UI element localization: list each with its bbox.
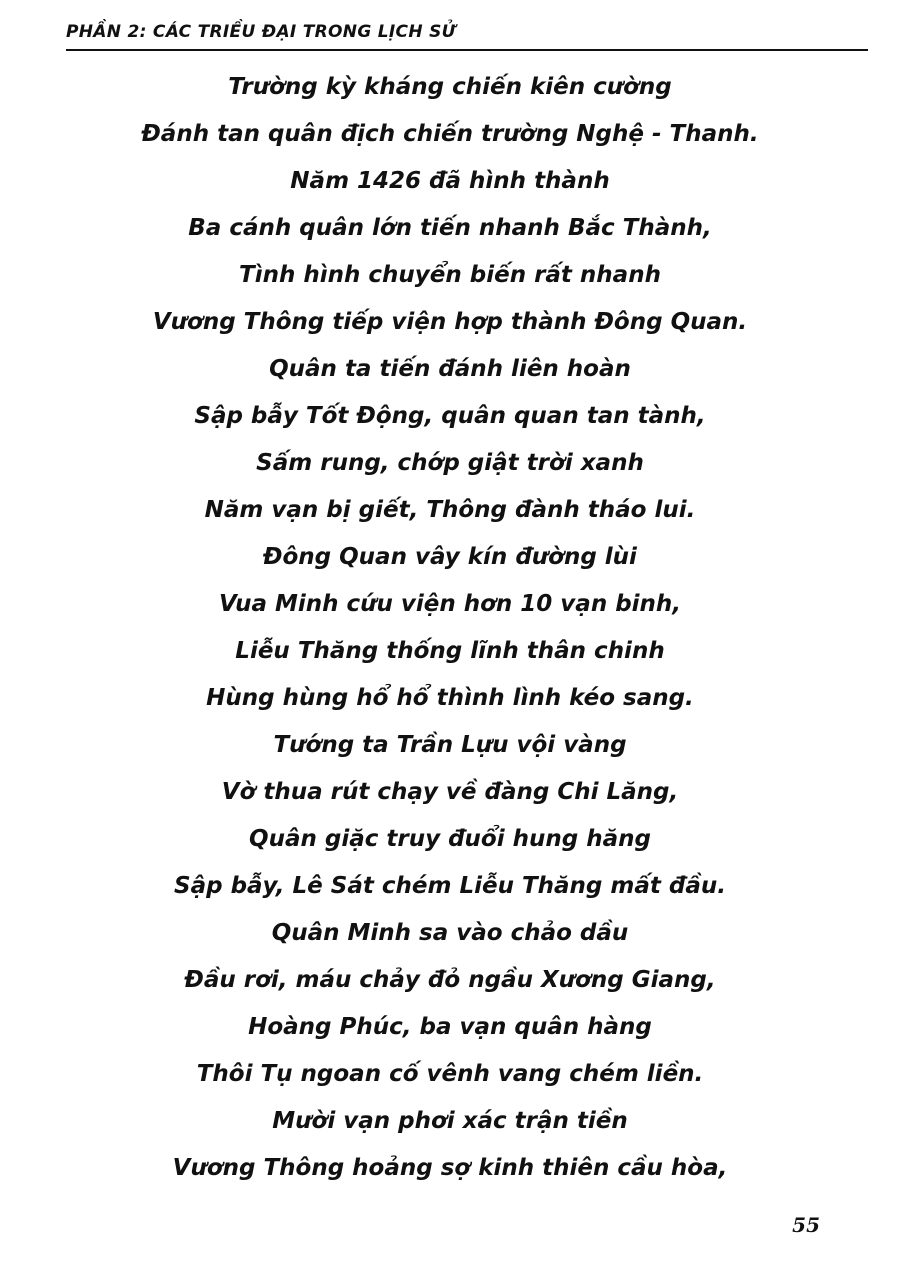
poem-line: Đầu rơi, máu chảy đỏ ngầu Xương Giang,: [184, 967, 716, 993]
poem-line: Tình hình chuyển biến rất nhanh: [239, 262, 661, 288]
poem-line: Năm 1426 đã hình thành: [290, 168, 610, 194]
poem-line: Vua Minh cứu viện hơn 10 vạn binh,: [218, 591, 682, 617]
poem-line: Trường kỳ kháng chiến kiên cường: [228, 74, 672, 100]
poem-line: Tướng ta Trần Lựu vội vàng: [273, 732, 627, 758]
poem-line: Đánh tan quân địch chiến trường Nghệ - Thanh.: [141, 121, 759, 147]
header-divider: [66, 49, 868, 51]
poem-line: Quân Minh sa vào chảo dầu: [271, 920, 629, 946]
page-number: 55: [792, 1213, 820, 1237]
poem-line: Sấm rung, chớp giật trời xanh: [256, 450, 644, 476]
poem-line: Vờ thua rút chạy về đàng Chi Lăng,: [221, 779, 679, 805]
poem-line: Năm vạn bị giết, Thông đành tháo lui.: [204, 497, 696, 523]
poem-line: Hùng hùng hổ hổ thình lình kéo sang.: [206, 685, 694, 711]
poem-line: Thôi Tụ ngoan cố vênh vang chém liền.: [196, 1061, 704, 1087]
poem-line: Ba cánh quân lớn tiến nhanh Bắc Thành,: [188, 215, 712, 241]
poem-line: Mười vạn phơi xác trận tiền: [272, 1108, 628, 1134]
poem-line: Hoàng Phúc, ba vạn quân hàng: [248, 1014, 652, 1040]
poem-line: Sập bẫy, Lê Sát chém Liễu Thăng mất đầu.: [174, 873, 726, 899]
poem-line: Liễu Thăng thống lĩnh thân chinh: [235, 638, 665, 664]
poem-line: Sập bẫy Tốt Động, quân quan tan tành,: [194, 403, 706, 429]
poem-line: Vương Thông hoảng sợ kinh thiên cầu hòa,: [172, 1155, 728, 1181]
poem-line: Quân ta tiến đánh liên hoàn: [269, 356, 631, 382]
poem-body: [0, 64, 900, 1192]
poem-line: Quân giặc truy đuổi hung hăng: [249, 826, 651, 852]
poem-line: Vương Thông tiếp viện hợp thành Đông Quan.: [152, 309, 748, 335]
running-header: [66, 20, 868, 52]
section-title: PHẦN 2: CÁC TRIỀU ĐẠI TRONG LỊCH SỬ: [66, 22, 456, 42]
poem-line: Đông Quan vây kín đường lùi: [263, 544, 637, 570]
